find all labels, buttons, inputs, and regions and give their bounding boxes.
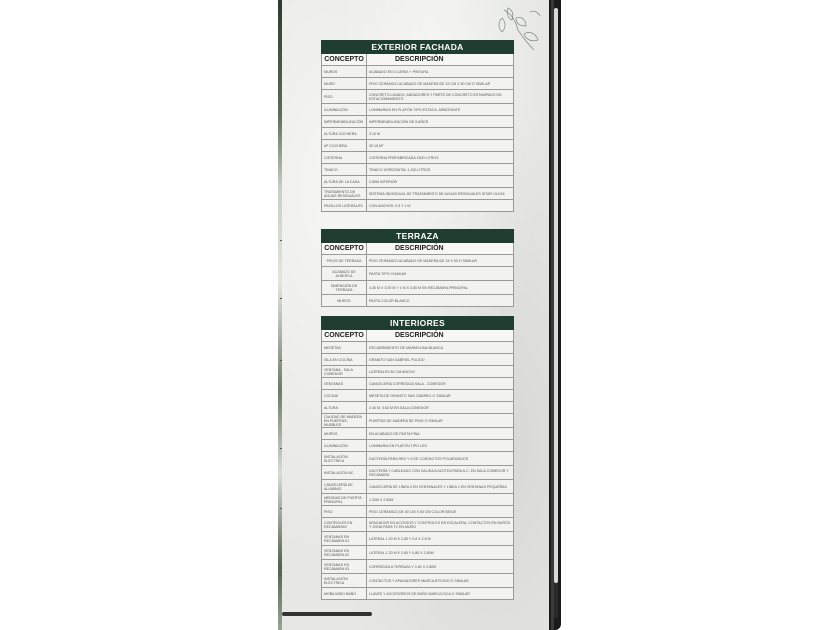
concept-cell: ILUMINACIÓN (322, 440, 367, 452)
description-cell: PISO CERÁMICO DE 60 CM X 80 CM COLOR BEIGE (367, 506, 514, 518)
concept-cell: ILUMINACIÓN (322, 104, 367, 116)
table-row (322, 546, 514, 560)
description-cell: PASTA COLOR BLANCO (367, 295, 514, 307)
description-cell: CON ANCHOS: 0.9 Y 1 M (367, 200, 514, 212)
table-row (322, 440, 514, 452)
concept-column-header: CONCEPTO (322, 243, 367, 255)
concept-cell: PASILLOS LATERALES (322, 200, 367, 212)
concept-column-header: CONCEPTO (322, 330, 367, 342)
table-row (322, 466, 514, 480)
description-cell: ACABADO EN 3 CAPAS + PINTURA (367, 66, 514, 78)
concept-cell: ALTURA COCHERA (322, 128, 367, 140)
concept-cell: VENTANAS EN RECÁMARA 02 (322, 546, 367, 560)
concept-cell: MOBILIARIO BAÑO (322, 588, 367, 600)
concept-cell: TRATAMIENTO DE AGUAS RESIDUALES (322, 188, 367, 200)
table-row (322, 588, 514, 600)
concept-cell: VENTANAS EN RECÁMARA 03 (322, 560, 367, 574)
concept-cell: INSTALACIÓN ELÉCTRICA (322, 574, 367, 588)
description-cell: PASTA TIPO CHUKUM (367, 267, 514, 281)
interiores-table (321, 316, 514, 600)
concept-cell: IMPERMEABILIZACIÓN (322, 116, 367, 128)
concept-cell: MUROS (322, 428, 367, 440)
concept-cell: CONTROLES EN RECÁMARAS (322, 518, 367, 532)
concept-cell: DIMENSIÓN DE TERRAZA (322, 281, 367, 295)
concept-cell: CANCELERÍA DE ALUMINIO (322, 480, 367, 494)
description-cell: 30.15 M² (367, 140, 514, 152)
table-body (322, 342, 514, 600)
concept-cell: ALTURA (322, 402, 367, 414)
table-row (322, 366, 514, 378)
edge-tick-marks (280, 0, 286, 630)
description-column-header: DESCRIPCIÓN (367, 243, 514, 255)
table-row (322, 342, 514, 354)
table-row (322, 390, 514, 402)
description-cell: APAGADOR EN ACCESOS Y CONTROLES EN ESCALERA, CONTACTOS EN BURÓS Y ZONA PARA TV EN MURO (367, 518, 514, 532)
description-cell: CONTACTOS Y APAGADORES MARCA BTICINO O SIMILAR (367, 574, 514, 588)
table-row (322, 267, 514, 281)
concept-cell: MEDIDAS DE PUERTA PRINCIPAL (322, 494, 367, 506)
table-row (322, 281, 514, 295)
table-row (322, 90, 514, 104)
vertical-scrollbar-thumb[interactable] (554, 8, 558, 583)
table-row (322, 295, 514, 307)
description-cell: LATERAL 1.20 M X 2.80 Y 0.80 X 2.80M (367, 546, 514, 560)
table-row (322, 116, 514, 128)
concept-cell: MUROS (322, 295, 367, 307)
table-title: TERRAZA (322, 230, 514, 243)
concept-cell: M² COCHERA (322, 140, 367, 152)
description-cell: IMPERMEABILIZACIÓN DE 5 AÑOS (367, 116, 514, 128)
table-row (322, 128, 514, 140)
table-body (322, 255, 514, 307)
terraza-table (321, 229, 514, 307)
description-cell: 3.10 M (367, 128, 514, 140)
table-row (322, 518, 514, 532)
description-cell: 2.80M INTERIOR (367, 176, 514, 188)
description-cell: PISO CERÁMICO ACABADO DE MADERA DE 15 CM X 50 CM O SIMILAR (367, 78, 514, 90)
description-cell: TINACO HORIZONTAL 1,100 LITROS (367, 164, 514, 176)
table-title: EXTERIOR FACHADA (322, 41, 514, 54)
table-title: INTERIORES (322, 317, 514, 330)
description-column-header: DESCRIPCIÓN (367, 330, 514, 342)
concept-cell: PISO (322, 506, 367, 518)
concept-cell: MURO (322, 78, 367, 90)
table-row (322, 480, 514, 494)
description-cell: DUCTERÍA Y CABLEADO CON SALIDA A AZOTEA PARA A.C. EN SALA COMEDOR Y RECÁMARA (367, 466, 514, 480)
description-cell: CORREDIZA A TERRAZA Y 0.82 X 2.80M (367, 560, 514, 574)
description-cell: CISTERNA PREFABRICADA 1500 LITROS (367, 152, 514, 164)
concept-cell: INSTALACIÓN AC (322, 466, 367, 480)
description-cell: 1.20M X 2.80M (367, 494, 514, 506)
description-cell: LATERAL 1.20 M X 2.80 Y 0.8 X 2.8 M (367, 532, 514, 546)
description-column-header: DESCRIPCIÓN (367, 54, 514, 66)
description-cell: PISO CERÁMICO ACABADO DE MADERA DE 15 X 50 O SIMILAR (367, 255, 514, 267)
table-row (322, 140, 514, 152)
table-row (322, 354, 514, 366)
concept-cell: PISOS DE TERRAZA (322, 255, 367, 267)
exterior-fachada-table (321, 40, 514, 212)
table-row (322, 104, 514, 116)
concept-cell: ALTURA DE LA CASA (322, 176, 367, 188)
description-cell: LLAVES Y ACCESORIOS DE BAÑO MARCA DICA O SIMILAR (367, 588, 514, 600)
description-cell: 3.40 M, 3.63 M EN SALA COMEDOR (367, 402, 514, 414)
table-row (322, 494, 514, 506)
description-cell: 4.30 M X 3.00 M Y 1 M X 3.65 M EN RECÁMARA PRINCIPAL (367, 281, 514, 295)
description-cell: CONCRETO LAVADO, ANDADORES Y PARTE DE CONCRETO ESTAMPADO EN ESTACIONAMIENTO (367, 90, 514, 104)
description-cell: DUCTERÍA PARA RED Y 9 DE CONTACTOS POLARIZADOS (367, 452, 514, 466)
table-row (322, 66, 514, 78)
concept-cell: CALIDAD DE MADERA EN PUERTAS, MUEBLES (322, 414, 367, 428)
horizontal-scrollbar[interactable] (282, 612, 372, 616)
description-cell: CANCELERÍA CORREDIZA SALA - COMEDOR (367, 378, 514, 390)
concept-cell: VENTANAS (322, 378, 367, 390)
table-row (322, 378, 514, 390)
description-cell: GRANITO SAN GABRIEL PULIDO (367, 354, 514, 366)
table-row (322, 152, 514, 164)
table-row (322, 428, 514, 440)
concept-cell: VENTANA - SALA COMEDOR (322, 366, 367, 378)
table-row (322, 560, 514, 574)
table-row (322, 532, 514, 546)
table-row (322, 414, 514, 428)
concept-cell: TINACO (322, 164, 367, 176)
table-row (322, 506, 514, 518)
concept-cell: INSTALACIÓN ELÉCTRICA (322, 452, 367, 466)
table-row (322, 78, 514, 90)
description-cell: SISTEMA INDIVIDUAL DE TRATAMIENTO DE AGUAS RESIDUALES SITAR OLD18 (367, 188, 514, 200)
concept-column-header: CONCEPTO (322, 54, 367, 66)
table-row (322, 176, 514, 188)
concept-cell: PISO (322, 90, 367, 104)
table-row (322, 200, 514, 212)
table-body (322, 66, 514, 212)
concept-cell: MUROS (322, 66, 367, 78)
table-row (322, 452, 514, 466)
table-row (322, 574, 514, 588)
description-cell: RECUBRIMIENTO DE MARMOLINA BLANCA (367, 342, 514, 354)
concept-cell: CISTERNA (322, 152, 367, 164)
table-row (322, 188, 514, 200)
concept-cell: ACABADO DE ALBERCA (322, 267, 367, 281)
concept-cell: VENTANAS EN RECÁMARA 01 (322, 532, 367, 546)
description-cell: CANCELERÍA DE LÍNEA 3 EN VENTANALES Y LÍNEA 2 EN VENTANAS PEQUEÑAS (367, 480, 514, 494)
description-cell: MESETA DE GRANITO SAN GABRIEL O SIMILAR (367, 390, 514, 402)
table-row (322, 402, 514, 414)
description-cell: LATERALES 80 CM ANCHO (367, 366, 514, 378)
description-cell: PUERTAS DE MADERA DE PINO O SIMILAR (367, 414, 514, 428)
description-cell: EN ACABADO DE PASTA FINA (367, 428, 514, 440)
description-cell: LUMINARIA EN PLAFÓN TIPO LED (367, 440, 514, 452)
table-row (322, 255, 514, 267)
concept-cell: ISLA EN COCINA (322, 354, 367, 366)
concept-cell: MESETAS (322, 342, 367, 354)
table-row (322, 164, 514, 176)
description-cell: LUMINARIAS EN PLAFÓN TIPO ESTACA, ARBOTANTE (367, 104, 514, 116)
concept-cell: COCINA (322, 390, 367, 402)
